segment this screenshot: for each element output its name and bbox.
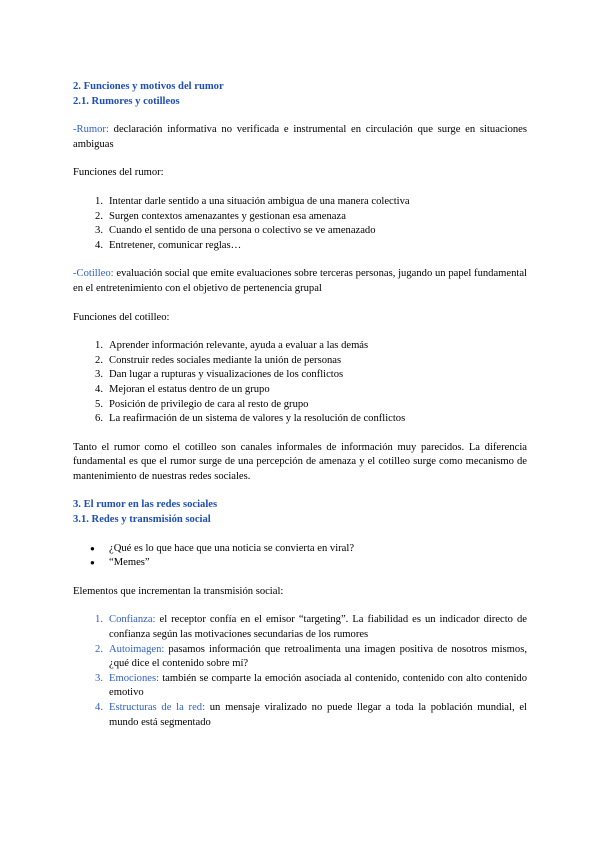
summary-paragraph: Tanto el rumor como el cotilleo son canales informales de información muy parecidos. La diferencia fundamental es que el rumor surge de una percepción de amenaza y el cotilleo surge como mecanismo de mantenimiento de nuestras redes sociales.	[73, 441, 527, 482]
list-item: 1. Intentar darle sentido a una situación ambigua de una manera colectiva	[95, 195, 410, 207]
list-item: 1. Aprender información relevante, ayuda a evaluar a las demás	[95, 340, 369, 352]
list-item: 2. Construir redes sociales mediante la unión de personas	[95, 354, 342, 366]
list-item: 1. Confianza: el receptor confía en el emisor “targeting”. La fiabilidad es un indicador directo de confianza según las motivaciones secundarias de los rumores	[95, 614, 527, 641]
list-item: 3. Cuando el sentido de una persona o colectivo se ve amenazado	[95, 225, 376, 237]
section-3-1-subtitle: 3.1. Redes y transmisión social	[73, 514, 211, 526]
list-item: ● “Memes”	[73, 556, 527, 571]
bullet-icon: ●	[90, 558, 95, 568]
section-2-title: 2. Funciones y motivos del rumor	[73, 81, 224, 92]
questions-list	[73, 542, 527, 571]
list-item: 3. Dan lugar a rupturas y visualizaciones de los conflictos	[95, 369, 344, 381]
rumor-functions-list	[73, 195, 527, 253]
rumor-definition-text: declaración informativa no verificada e instrumental en circulación que surge en situaciones ambiguas	[73, 124, 527, 150]
elements-title: Elementos que incrementan la transmisión social:	[73, 585, 284, 597]
list-item: 4. Estructuras de la red: un mensaje viralizado no puede llegar a toda la población mundial, el mundo está segmentado	[95, 702, 527, 728]
bullet-icon: ●	[90, 543, 95, 553]
list-item: 4. Mejoran el estatus dentro de un grupo	[95, 383, 270, 395]
list-item: 2. Surgen contextos amenazantes y gestionan esa amenaza	[95, 210, 346, 222]
document-content	[73, 80, 527, 730]
section-2-1-subtitle: 2.1. Rumores y cotilleos	[73, 95, 180, 107]
elements-list	[73, 613, 527, 730]
cotilleo-definition-text: evaluación social que emite evaluaciones sobre terceras personas, jugando un papel fundamental en el entretenimiento con el objetivo de pertenencia grupal	[73, 268, 527, 294]
rumor-definition	[73, 123, 527, 152]
list-item: 2. Autoimagen: pasamos información que retroalimenta una imagen positiva de nosotros mismos, ¿qué dice el contenido sobre mí?	[95, 643, 527, 670]
list-item: 3. Emociones: también se comparte la emoción asociada al contenido, contenido con alto contenido emotivo	[95, 672, 527, 699]
cotilleo-definition	[73, 267, 527, 296]
list-item: 6. La reafirmación de un sistema de valores y la resolución de conflictos	[95, 413, 406, 425]
section-3-title: 3. El rumor en las redes sociales	[73, 499, 218, 511]
rumor-functions-title: Funciones del rumor:	[73, 167, 164, 179]
list-item: ● ¿Qué es lo que hace que una noticia se convierta en viral?	[73, 542, 527, 557]
list-item: 4. Entretener, comunicar reglas…	[95, 239, 242, 251]
cotilleo-functions-title: Funciones del cotilleo:	[73, 311, 170, 323]
cotilleo-functions-list	[73, 339, 527, 427]
list-item: 5. Posición de privilegio de cara al resto de grupo	[95, 398, 309, 410]
cotilleo-term: -Cotilleo:	[73, 268, 114, 280]
rumor-term: -Rumor:	[73, 124, 109, 136]
